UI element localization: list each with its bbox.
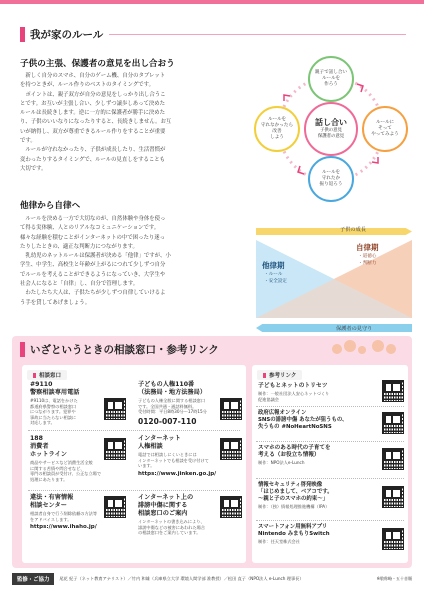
qr-code[interactable]: [382, 412, 404, 434]
heading-text: いざというときの相談窓口・参考リンク: [30, 343, 219, 356]
consult-title: 子どもの人権110番 （法務局・地方法務局）: [138, 381, 207, 396]
link-title: 子どもとネットのトリセツ: [258, 383, 328, 389]
consult-title: インターネット上の 誹謗中傷に関する 相談窓口のご案内: [138, 494, 194, 517]
family-illustration: [332, 338, 402, 360]
link-sub: 制作：一般社団法人安心ネットづくり 促進協議会: [258, 391, 330, 402]
heading-bar: [20, 27, 25, 42]
link-item-ipa[interactable]: [258, 482, 382, 510]
link-item-gov-online[interactable]: [258, 410, 382, 431]
tarits-title: 他律期: [262, 261, 285, 270]
qr-code[interactable]: [104, 496, 126, 518]
paragraph-rules: 新しく自分のスマホ、自分のゲーム機、自分のタブレット を持つときが、ルール作りのベストのタイミングです。 ポイントは、親子双方が自分の意見をしっかり出し合うこ とです。お互いが主張し合い、少しずつ譲歩しあって決めた ルールは長続きします。逆に一方的に保護者が勝手に決めた り、子供のいいなりになったりすると、長続きしません。お互 いが納得し、双方が尊重できるルール作りをすることが重要 です。 ルールが守れなかったり、子供が成長したり、生活習慣が 変わったりするタイミングで、ルールの見直しをすることも 大切です。: [20, 73, 172, 172]
subheading-opinions: 子供の主張、保護者の意見を出し合おう: [20, 59, 175, 69]
subheading-autonomy: 他律から自律へ: [20, 201, 81, 211]
cycle-step-try: ルールに そって やってみよう: [362, 106, 408, 152]
consult-url[interactable]: https://www.ihaho.jp/: [30, 524, 97, 530]
cycle-step-improve: ルールを 守れなかったら 改善 しよう: [254, 106, 300, 152]
divider: [256, 441, 404, 442]
link-sub: 制作：任天堂株式会社: [258, 539, 300, 544]
qr-code[interactable]: [382, 380, 404, 402]
qr-code[interactable]: [220, 496, 242, 518]
cycle-step-review: ルールを 守れたか 振り返ろう: [308, 156, 354, 202]
consult-desc: 相談者自身で行う削除依頼の方法等 をアドバイスします。: [30, 511, 98, 522]
consult-phone[interactable]: 0120-007-110: [138, 416, 197, 426]
link-sub: 制作：（独）情報処理推進機構（IPA）: [258, 504, 330, 509]
qr-code[interactable]: [382, 448, 404, 470]
link-title: スマートフォン用無料アプリ Nintendo みまもりSwitch: [258, 524, 330, 537]
section-heading-consult: [20, 341, 260, 357]
footer: [12, 573, 412, 585]
consult-desc: 子どもの人権全般に関する相談窓口 です。全国共通・通話料無料。 受付時間：平日8時30分～17時15分: [138, 398, 207, 414]
link-title: 情報セキュリティ啓発映像 「はじめまして、ベアコです。 ～親と子のスマホの約束～」: [258, 482, 333, 502]
footer-credits: 尾花 紀子（ネット教育アナリスト）／竹内 和雄（兵庫県立大学 環境人間学部 准教授）／松田 直子（NPO法人 e-Lunch 理事長）: [59, 576, 304, 581]
consult-url[interactable]: https://www.jinken.go.jp/: [138, 470, 217, 477]
consult-title: インターネット 人権相談: [138, 435, 181, 450]
rules-cycle-diagram: [252, 54, 410, 204]
jiritsu-items: ・道徳心 ・判断力: [358, 254, 377, 266]
qr-code[interactable]: [104, 438, 126, 460]
link-item-nintendo[interactable]: [258, 524, 382, 545]
heading-rule-line: [109, 34, 406, 35]
growth-arrow-label: 子供の成長: [340, 227, 366, 233]
consult-tag: 相談窓口: [27, 370, 67, 380]
heading-bar: [20, 342, 25, 357]
consult-desc: 電話では相談しにくいときには インターネットでも相談を受け付けて います。: [138, 452, 209, 468]
jiritsu-title: 自律期: [356, 243, 379, 252]
divider: [28, 430, 240, 431]
growth-diagram: [256, 238, 412, 320]
consult-title: 188 消費者 ホットライン: [30, 435, 67, 458]
divider: [256, 520, 404, 521]
link-item-toriseitsu[interactable]: [258, 382, 386, 402]
consult-title: #9110 警察相談専用電話: [30, 381, 80, 396]
paragraph-autonomy: ルールを決める一方で大切なのが、自然体験や身体を使っ て得る実体験、人とのリアルなコミュニケーションです。 様々な経験を積むことがインターネットの中で困ったり迷っ たりしたときの、適正な判断力につながります。 乳幼児のネットルールは保護者が決める「他律」ですが、小 学生、中学生、高校生と年齢が上がるにつれて少しずつ自分 でルールを考えることができるようになっていき、大学生や 社会人になると「自律」し、自分で管理します。 わたしたち大人は、子供たちが少しずつ自律していけるよ う手を貸してあげましょう。: [20, 216, 171, 306]
divider: [256, 406, 404, 407]
divider: [28, 490, 240, 491]
guardian-arrow: [256, 324, 412, 332]
footer-label: 監修・ご協力: [12, 573, 54, 585]
top-stripe: [0, 0, 424, 4]
qr-code[interactable]: [382, 486, 404, 508]
guardian-arrow-label: 保護者の見守り: [336, 326, 373, 332]
consult-title: 違法・有害情報 相談センター: [30, 494, 74, 509]
consult-desc: 商品やサービスなど消費生活全般 に関する苦情や問合せなど、 専門の相談員が受付け、公正な立場で 処理にあたります。: [30, 460, 102, 482]
links-tag: 参考リンク: [257, 370, 302, 380]
consult-desc: インターネットの書き込みにより、 誹謗中傷などの被害にあわれた場合 の相談窓口をご案内しています。: [138, 519, 206, 535]
tarits-items: ・ルール ・安全設定: [264, 272, 287, 284]
link-sub: 制作：NPO法人e-Lunch: [258, 460, 305, 465]
qr-code[interactable]: [382, 528, 404, 550]
qr-code[interactable]: [220, 398, 242, 420]
growth-arrow: [256, 228, 412, 235]
divider: [256, 478, 404, 479]
cycle-center-title: 話し合い: [315, 118, 347, 127]
heading-text: 我が家のルール: [30, 28, 104, 41]
footer-note: ※敬称略・五十音順: [376, 576, 412, 581]
link-item-elunch[interactable]: [258, 445, 382, 466]
qr-code[interactable]: [104, 398, 126, 420]
section-heading-rules: [20, 26, 406, 42]
consult-desc: #9110は、電話をかけた 都道府県警察の相談窓口 につながります。犯罪や 事故に当たらない相談に 対応します。: [30, 398, 78, 425]
cycle-center-sub: 子供の意見 保護者の意見: [317, 128, 345, 139]
qr-code[interactable]: [220, 438, 242, 460]
cycle-center-discussion: [304, 102, 358, 156]
cycle-step-create: 親子で話し合い ルールを 作ろう: [308, 56, 354, 102]
link-title: スマホのある時代の子育てを 考える（お役立ち情報）: [258, 445, 331, 458]
link-title: 政府広報オンライン SNSの誹謗中傷 あなたが狙うもの、 失うもの #NoHeartNoSNS: [258, 410, 348, 430]
